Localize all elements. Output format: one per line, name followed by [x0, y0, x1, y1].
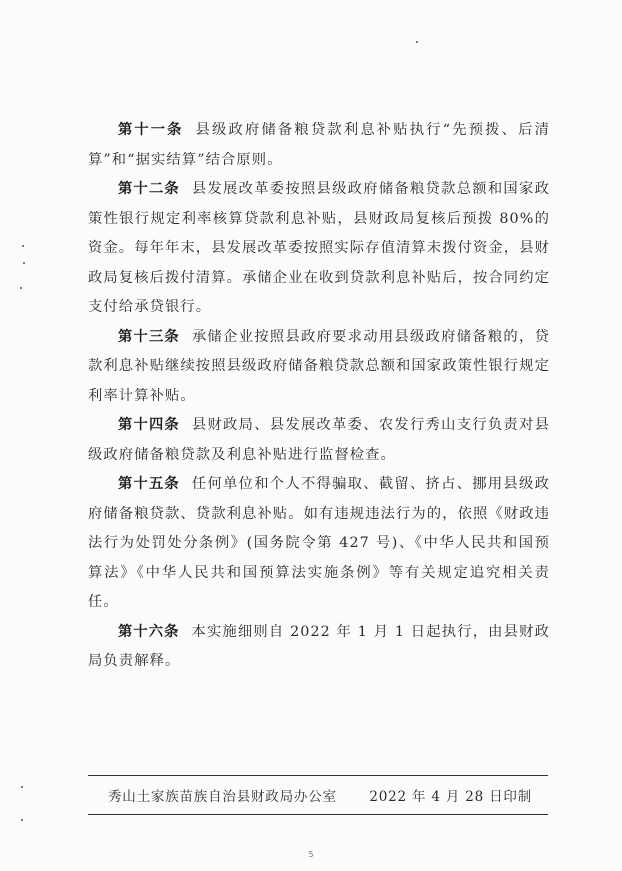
scan-speck: [21, 786, 23, 788]
article-12: [88, 175, 550, 323]
footer-issuer: 秀山土家族苗族自治县财政局办公室: [108, 789, 337, 805]
article-15: [88, 470, 550, 618]
article-text: 县发展改革委按照县级政府储备粮贷款总额和国家政策性银行规定利率核算贷款利息补贴，县财政局复核后预拨 80%的资金。每年年末，县发展改革委按照实际存值清算未拨付资金，县财政局复核后拨付清算。承储企业在收到贷款利息补贴后，按合同约定支付给承贷银行。: [88, 181, 550, 315]
article-16: [88, 618, 550, 677]
article-title: 第十三条: [118, 328, 180, 345]
scan-speck: [22, 245, 24, 247]
page-number: 5: [308, 850, 314, 859]
article-text: 任何单位和个人不得骗取、截留、挤占、挪用县级政府储备粮贷款、贷款利息补贴。如有违规违法行为的，依照《财政违法行为处罚处分条例》(国务院令第 427 号)、《中华人民共和国预算法》《中华人民共和国预算法实施条例》等有关规定追究相关责任。: [88, 476, 550, 610]
article-title: 第十一条: [118, 122, 184, 138]
article-14: [88, 411, 550, 470]
article-11: [88, 116, 550, 175]
article-title: 第十四条: [118, 417, 180, 433]
scan-speck: [23, 262, 25, 264]
scan-speck: [21, 819, 23, 821]
article-text: 承储企业按照县政府要求动用县级政府储备粮的，贷款利息补贴继续按照县级政府储备粮贷款总额和国家政策性银行规定利率计算补贴。: [88, 328, 550, 404]
article-title: 第十六条: [118, 623, 180, 640]
article-text: 本实施细则自 2022 年 1 月 1 日起执行，由县财政局负责解释。: [88, 623, 550, 669]
article-13: [88, 323, 550, 412]
scan-speck: [416, 41, 418, 43]
print-footer: [88, 775, 548, 815]
scan-speck: [20, 287, 22, 289]
footer-print-date: 2022 年 4 月 28 日印制: [369, 789, 532, 805]
document-body: [88, 116, 550, 677]
article-title: 第十二条: [118, 181, 180, 197]
article-text: 县财政局、县发展改革委、农发行秀山支行负责对县级政府储备粮贷款及利息补贴进行监督检查。: [88, 417, 550, 463]
article-title: 第十五条: [118, 476, 180, 492]
article-text: 县级政府储备粮贷款利息补贴执行“先预拨、后清算”和“据实结算”结合原则。: [88, 122, 551, 168]
